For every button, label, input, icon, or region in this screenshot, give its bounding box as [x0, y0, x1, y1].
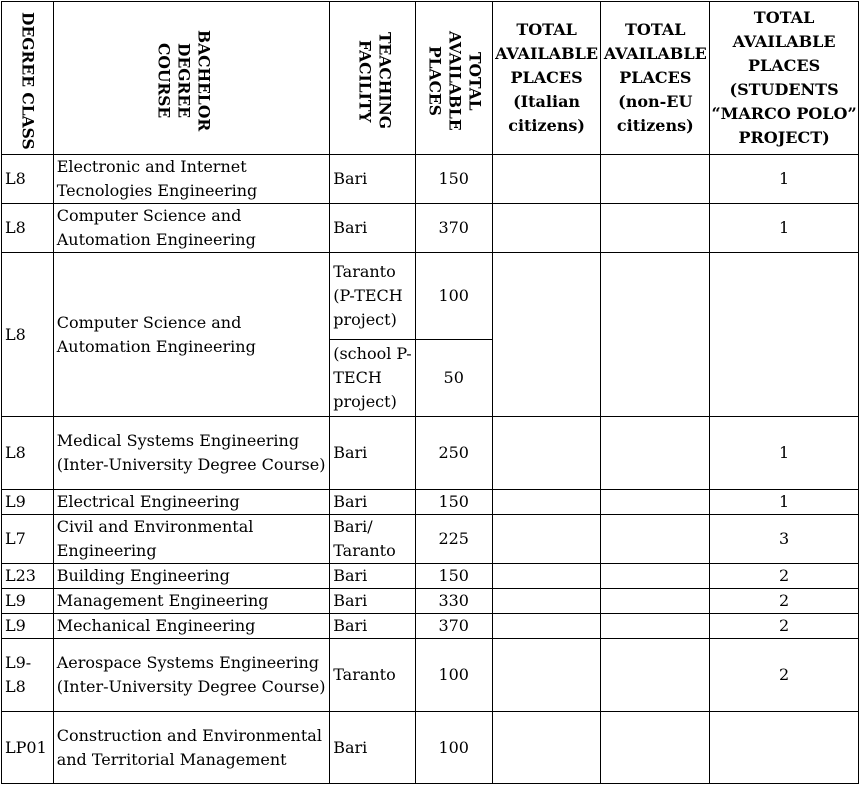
- facility-cell: Taranto: [330, 639, 415, 712]
- marco-polo-places-cell: 2: [710, 564, 859, 589]
- marco-polo-places-cell: 3: [710, 515, 859, 564]
- marco-polo-places-cell: 1: [710, 490, 859, 515]
- header-degree-class: DEGREE CLASS: [2, 2, 54, 155]
- places-cell: 150: [415, 564, 492, 589]
- facility-cell: Bari/ Taranto: [330, 515, 415, 564]
- degree-course-cell: Computer Science and Automation Engineering: [53, 204, 330, 253]
- non-eu-places-cell: [601, 639, 710, 712]
- places-cell: 100: [415, 639, 492, 712]
- degree-class-cell: L9: [2, 614, 54, 639]
- italian-places-cell: [492, 712, 601, 784]
- degree-class-cell: L8: [2, 253, 54, 417]
- places-cell: 370: [415, 204, 492, 253]
- table-row: [2, 712, 859, 784]
- degree-class-cell: L9: [2, 490, 54, 515]
- non-eu-places-cell: [601, 417, 710, 490]
- places-cell: 330: [415, 589, 492, 614]
- places-cell: 100: [415, 712, 492, 784]
- table-row: [2, 515, 859, 564]
- degree-class-cell: L8: [2, 417, 54, 490]
- degree-course-cell: Mechanical Engineering: [53, 614, 330, 639]
- table-row: [2, 614, 859, 639]
- degree-class-cell: L8: [2, 204, 54, 253]
- table-row: [2, 204, 859, 253]
- degree-class-cell: L9: [2, 589, 54, 614]
- facility-cell: Bari: [330, 490, 415, 515]
- header-total-places: TOTAL AVAILABLE PLACES: [415, 2, 492, 155]
- degree-course-cell: Construction and Environmental and Territorial Management: [53, 712, 330, 784]
- places-cell: 150: [415, 155, 492, 204]
- degree-course-cell: Management Engineering: [53, 589, 330, 614]
- places-cell: 50: [415, 340, 492, 417]
- non-eu-places-cell: [601, 614, 710, 639]
- degree-course-cell: Aerospace Systems Engineering (Inter-University Degree Course): [53, 639, 330, 712]
- table-row: [2, 155, 859, 204]
- non-eu-places-cell: [601, 253, 710, 417]
- degree-places-table: [1, 1, 859, 784]
- marco-polo-places-cell: 2: [710, 589, 859, 614]
- marco-polo-places-cell: 1: [710, 204, 859, 253]
- degree-course-cell: Medical Systems Engineering (Inter-University Degree Course): [53, 417, 330, 490]
- degree-course-cell: Building Engineering: [53, 564, 330, 589]
- table-row: [2, 490, 859, 515]
- header-teaching-facility: TEACHING FACILITY: [330, 2, 415, 155]
- degree-course-cell: Computer Science and Automation Engineering: [53, 253, 330, 417]
- italian-places-cell: [492, 253, 601, 417]
- degree-course-cell: Electronic and Internet Tecnologies Engineering: [53, 155, 330, 204]
- italian-places-cell: [492, 564, 601, 589]
- degree-class-cell: L9-L8: [2, 639, 54, 712]
- marco-polo-places-cell: 2: [710, 639, 859, 712]
- italian-places-cell: [492, 614, 601, 639]
- places-cell: 250: [415, 417, 492, 490]
- marco-polo-places-cell: [710, 712, 859, 784]
- places-cell: 150: [415, 490, 492, 515]
- table-row: [2, 564, 859, 589]
- table-row: [2, 417, 859, 490]
- degree-class-cell: L23: [2, 564, 54, 589]
- facility-cell: Bari: [330, 204, 415, 253]
- facility-cell: Bari: [330, 417, 415, 490]
- non-eu-places-cell: [601, 204, 710, 253]
- table-row: [2, 589, 859, 614]
- degree-class-cell: L7: [2, 515, 54, 564]
- facility-cell: Bari: [330, 564, 415, 589]
- table-row: [2, 253, 859, 340]
- degree-course-cell: Electrical Engineering: [53, 490, 330, 515]
- degree-class-cell: L8: [2, 155, 54, 204]
- non-eu-places-cell: [601, 589, 710, 614]
- facility-cell: (school P-TECH project): [330, 340, 415, 417]
- degree-course-cell: Civil and Environmental Engineering: [53, 515, 330, 564]
- marco-polo-places-cell: 1: [710, 417, 859, 490]
- italian-places-cell: [492, 204, 601, 253]
- non-eu-places-cell: [601, 155, 710, 204]
- facility-cell: Bari: [330, 589, 415, 614]
- header-italian-places: TOTAL AVAILABLE PLACES (Italian citizens): [492, 2, 601, 155]
- places-cell: 225: [415, 515, 492, 564]
- header-row: [2, 2, 859, 155]
- non-eu-places-cell: [601, 564, 710, 589]
- facility-cell: Bari: [330, 712, 415, 784]
- degree-class-cell: LP01: [2, 712, 54, 784]
- italian-places-cell: [492, 589, 601, 614]
- facility-cell: Bari: [330, 155, 415, 204]
- italian-places-cell: [492, 490, 601, 515]
- header-marco-polo-places: TOTAL AVAILABLE PLACES (STUDENTS “MARCO POLO” PROJECT): [710, 2, 859, 155]
- marco-polo-places-cell: [710, 253, 859, 417]
- italian-places-cell: [492, 155, 601, 204]
- places-cell: 100: [415, 253, 492, 340]
- facility-cell: Taranto (P-TECH project): [330, 253, 415, 340]
- non-eu-places-cell: [601, 490, 710, 515]
- header-non-eu-places: TOTAL AVAILABLE PLACES (non-EU citizens): [601, 2, 710, 155]
- italian-places-cell: [492, 515, 601, 564]
- italian-places-cell: [492, 417, 601, 490]
- facility-cell: Bari: [330, 614, 415, 639]
- marco-polo-places-cell: 1: [710, 155, 859, 204]
- header-degree-course: BACHELOR DEGREE COURSE: [53, 2, 330, 155]
- marco-polo-places-cell: 2: [710, 614, 859, 639]
- table-row: [2, 639, 859, 712]
- non-eu-places-cell: [601, 712, 710, 784]
- places-cell: 370: [415, 614, 492, 639]
- non-eu-places-cell: [601, 515, 710, 564]
- italian-places-cell: [492, 639, 601, 712]
